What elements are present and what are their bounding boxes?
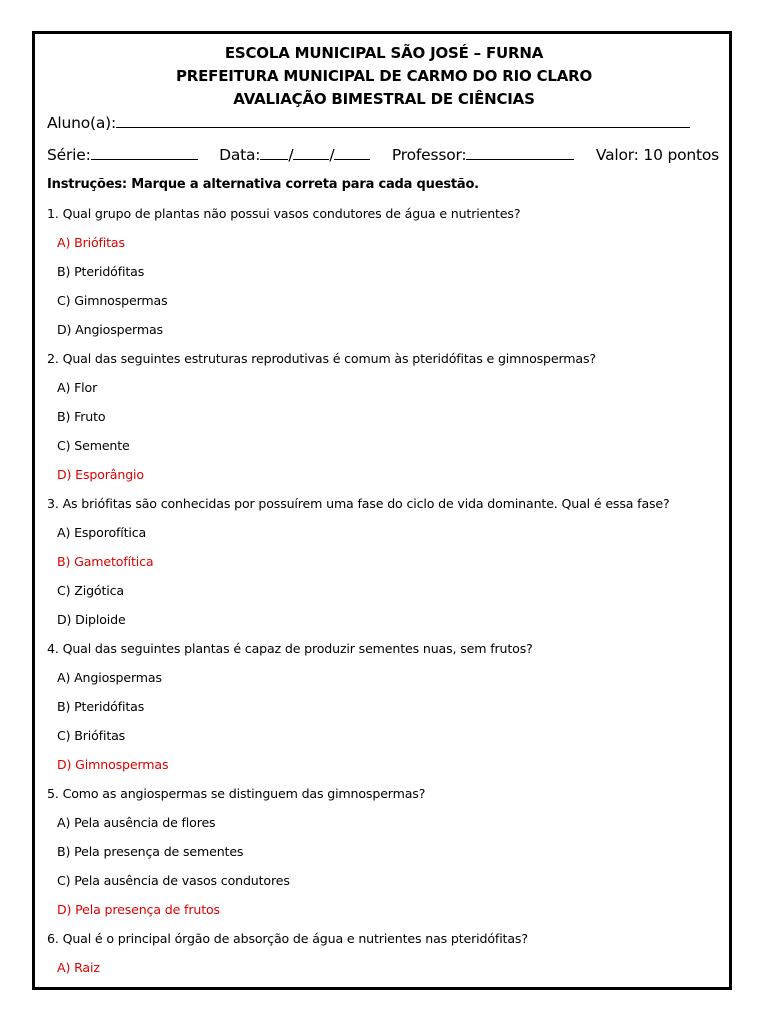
grade-label: Série: [47,146,91,164]
question-1-option-b: B) Pteridófitas [57,264,145,279]
date-month-blank [293,145,329,160]
question-2-option-d-correct: D) Esporângio [57,467,144,482]
instructions: Instruções: Marque a alternativa correta para cada questão. [47,177,479,192]
date-day-blank [260,145,288,160]
question-1-option-a-correct: A) Briófitas [57,235,125,250]
teacher-blank [466,145,574,160]
exam-title: AVALIAÇÃO BIMESTRAL DE CIÊNCIAS [233,90,535,108]
date-separator-1: / [288,146,294,164]
question-5-text: 5. Como as angiospermas se distinguem das gimnospermas? [47,786,426,801]
municipality-name: PREFEITURA MUNICIPAL DE CARMO DO RIO CLARO [175,67,593,85]
question-3-text: 3. As briófitas são conhecidas por possuírem uma fase do ciclo de vida dominante. Qual é essa fase? [47,496,670,511]
question-2-option-c: C) Semente [57,438,130,453]
teacher-label: Professor: [391,146,467,164]
question-1-option-d: D) Angiospermas [57,322,163,337]
question-5-option-d-correct: D) Pela presença de frutos [57,902,220,917]
date-separator-2: / [329,146,335,164]
question-6-text: 6. Qual é o principal órgão de absorção de água e nutrientes nas pteridófitas? [47,931,528,946]
question-3-option-b-correct: B) Gametofítica [57,554,154,569]
question-3-option-d: D) Diploide [57,612,126,627]
question-2-option-b: B) Fruto [57,409,106,424]
question-4-option-b: B) Pteridófitas [57,699,145,714]
date-year-blank [334,145,370,160]
question-5-option-b: B) Pela presença de sementes [57,844,244,859]
grade-blank [91,145,198,160]
student-name-label: Aluno(a): [47,114,117,132]
question-3-option-c: C) Zigótica [57,583,124,598]
question-2-option-a: A) Flor [57,380,98,395]
info-row [47,145,719,164]
date-label: Data: [219,146,261,164]
question-4-option-d-correct: D) Gimnospermas [57,757,169,772]
student-name-blank [116,113,690,128]
school-name: ESCOLA MUNICIPAL SÃO JOSÉ – FURNA [224,44,544,62]
question-4-option-c: C) Briófitas [57,728,126,743]
question-2-text: 2. Qual das seguintes estruturas reprodutivas é comum às pteridófitas e gimnospermas? [47,351,596,366]
question-6-option-a-correct: A) Raiz [57,960,100,975]
question-4-option-a: A) Angiospermas [57,670,162,685]
student-name-field [47,113,690,132]
score-value: Valor: 10 pontos [595,146,720,164]
question-1-text: 1. Qual grupo de plantas não possui vasos condutores de água e nutrientes? [47,206,521,221]
question-3-option-a: A) Esporofítica [57,525,147,540]
question-5-option-a: A) Pela ausência de flores [57,815,216,830]
question-5-option-c: C) Pela ausência de vasos condutores [57,873,290,888]
question-1-option-c: C) Gimnospermas [57,293,168,308]
question-4-text: 4. Qual das seguintes plantas é capaz de produzir sementes nuas, sem frutos? [47,641,533,656]
